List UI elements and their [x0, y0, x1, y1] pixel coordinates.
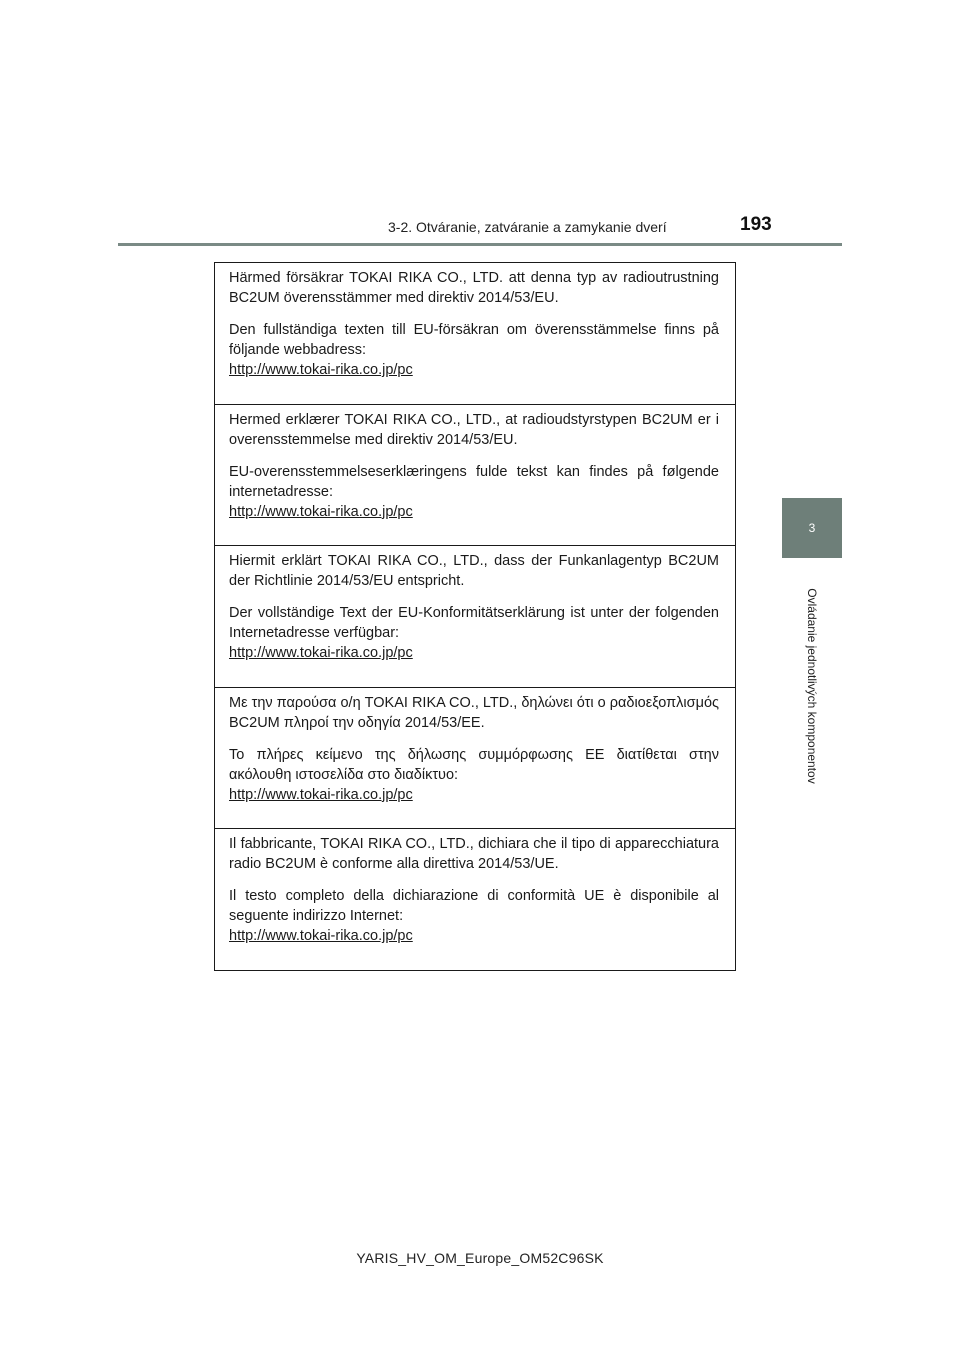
- declaration-danish: [215, 404, 735, 546]
- declaration-url-link[interactable]: http://www.tokai-rika.co.jp/pc: [229, 645, 413, 662]
- declaration-full-text-label: EU-overensstemmelseserklæringens fulde tekst kan findes på følgende internetadresse:: [229, 463, 719, 500]
- declaration-greek: [215, 687, 735, 829]
- declaration-full-text-label: Il testo completo della dichiarazione di conformità UE è disponibile al seguente indirizzo Internet:: [229, 888, 719, 925]
- declaration-full-text-label: Den fullständiga texten till EU-försäkran om överensstämmelse finns på följande webbadress:: [229, 322, 719, 358]
- declaration-full-text: [229, 603, 719, 663]
- declaration-statement: Hermed erklærer TOKAI RIKA CO., LTD., at radioudstyrstypen BC2UM er i overensstemmelse med direktiv 2014/53/EU.: [229, 411, 719, 448]
- declaration-statement: Il fabbricante, TOKAI RIKA CO., LTD., dichiara che il tipo di apparecchiatura radio BC2UM è conforme alla direttiva 2014/53/UE.: [229, 836, 719, 873]
- declaration-url-link[interactable]: http://www.tokai-rika.co.jp/pc: [229, 786, 413, 803]
- page-number: 193: [740, 214, 772, 235]
- declaration-full-text: [229, 745, 719, 805]
- declaration-german: [215, 545, 735, 687]
- document-id: YARIS_HV_OM_Europe_OM52C96SK: [356, 1250, 604, 1266]
- declaration-full-text: [229, 320, 719, 380]
- chapter-tab: 3: [782, 498, 842, 558]
- declaration-full-text: [229, 462, 719, 522]
- declaration-table: [214, 262, 736, 971]
- declaration-url-link[interactable]: http://www.tokai-rika.co.jp/pc: [229, 928, 413, 945]
- declaration-statement: Με την παρούσα ο/η TOKAI RIKA CO., LTD., δηλώνει ότι ο ραδιοεξοπλισμός BC2UM πληροί την οδηγία 2014/53/ΕΕ.: [229, 694, 719, 731]
- declaration-statement: Härmed försäkrar TOKAI RIKA CO., LTD. att denna typ av radioutrustning BC2UM överensstämmer med direktiv 2014/53/EU.: [229, 270, 719, 306]
- declaration-url-link[interactable]: http://www.tokai-rika.co.jp/pc: [229, 362, 413, 378]
- declaration-italian: [215, 828, 735, 970]
- declaration-url-link[interactable]: http://www.tokai-rika.co.jp/pc: [229, 503, 413, 520]
- chapter-title: Ovládanie jednotlivých komponentov: [805, 588, 819, 784]
- declaration-swedish: [215, 263, 735, 404]
- declaration-statement: Hiermit erklärt TOKAI RIKA CO., LTD., dass der Funkanlagentyp BC2UM der Richtlinie 2014/53/EU entspricht.: [229, 553, 719, 590]
- declaration-full-text: [229, 886, 719, 946]
- declaration-full-text-label: Der vollständige Text der EU-Konformitätserklärung ist unter der folgenden Internetadresse verfügbar:: [229, 605, 719, 642]
- section-title: 3-2. Otváranie, zatváranie a zamykanie dverí: [388, 219, 667, 235]
- header-divider: [118, 243, 842, 246]
- declaration-full-text-label: Το πλήρες κείμενο της δήλωσης συμμόρφωσης ΕΕ διατίθεται στην ακόλουθη ιστοσελίδα στο διαδίκτυο:: [229, 746, 719, 783]
